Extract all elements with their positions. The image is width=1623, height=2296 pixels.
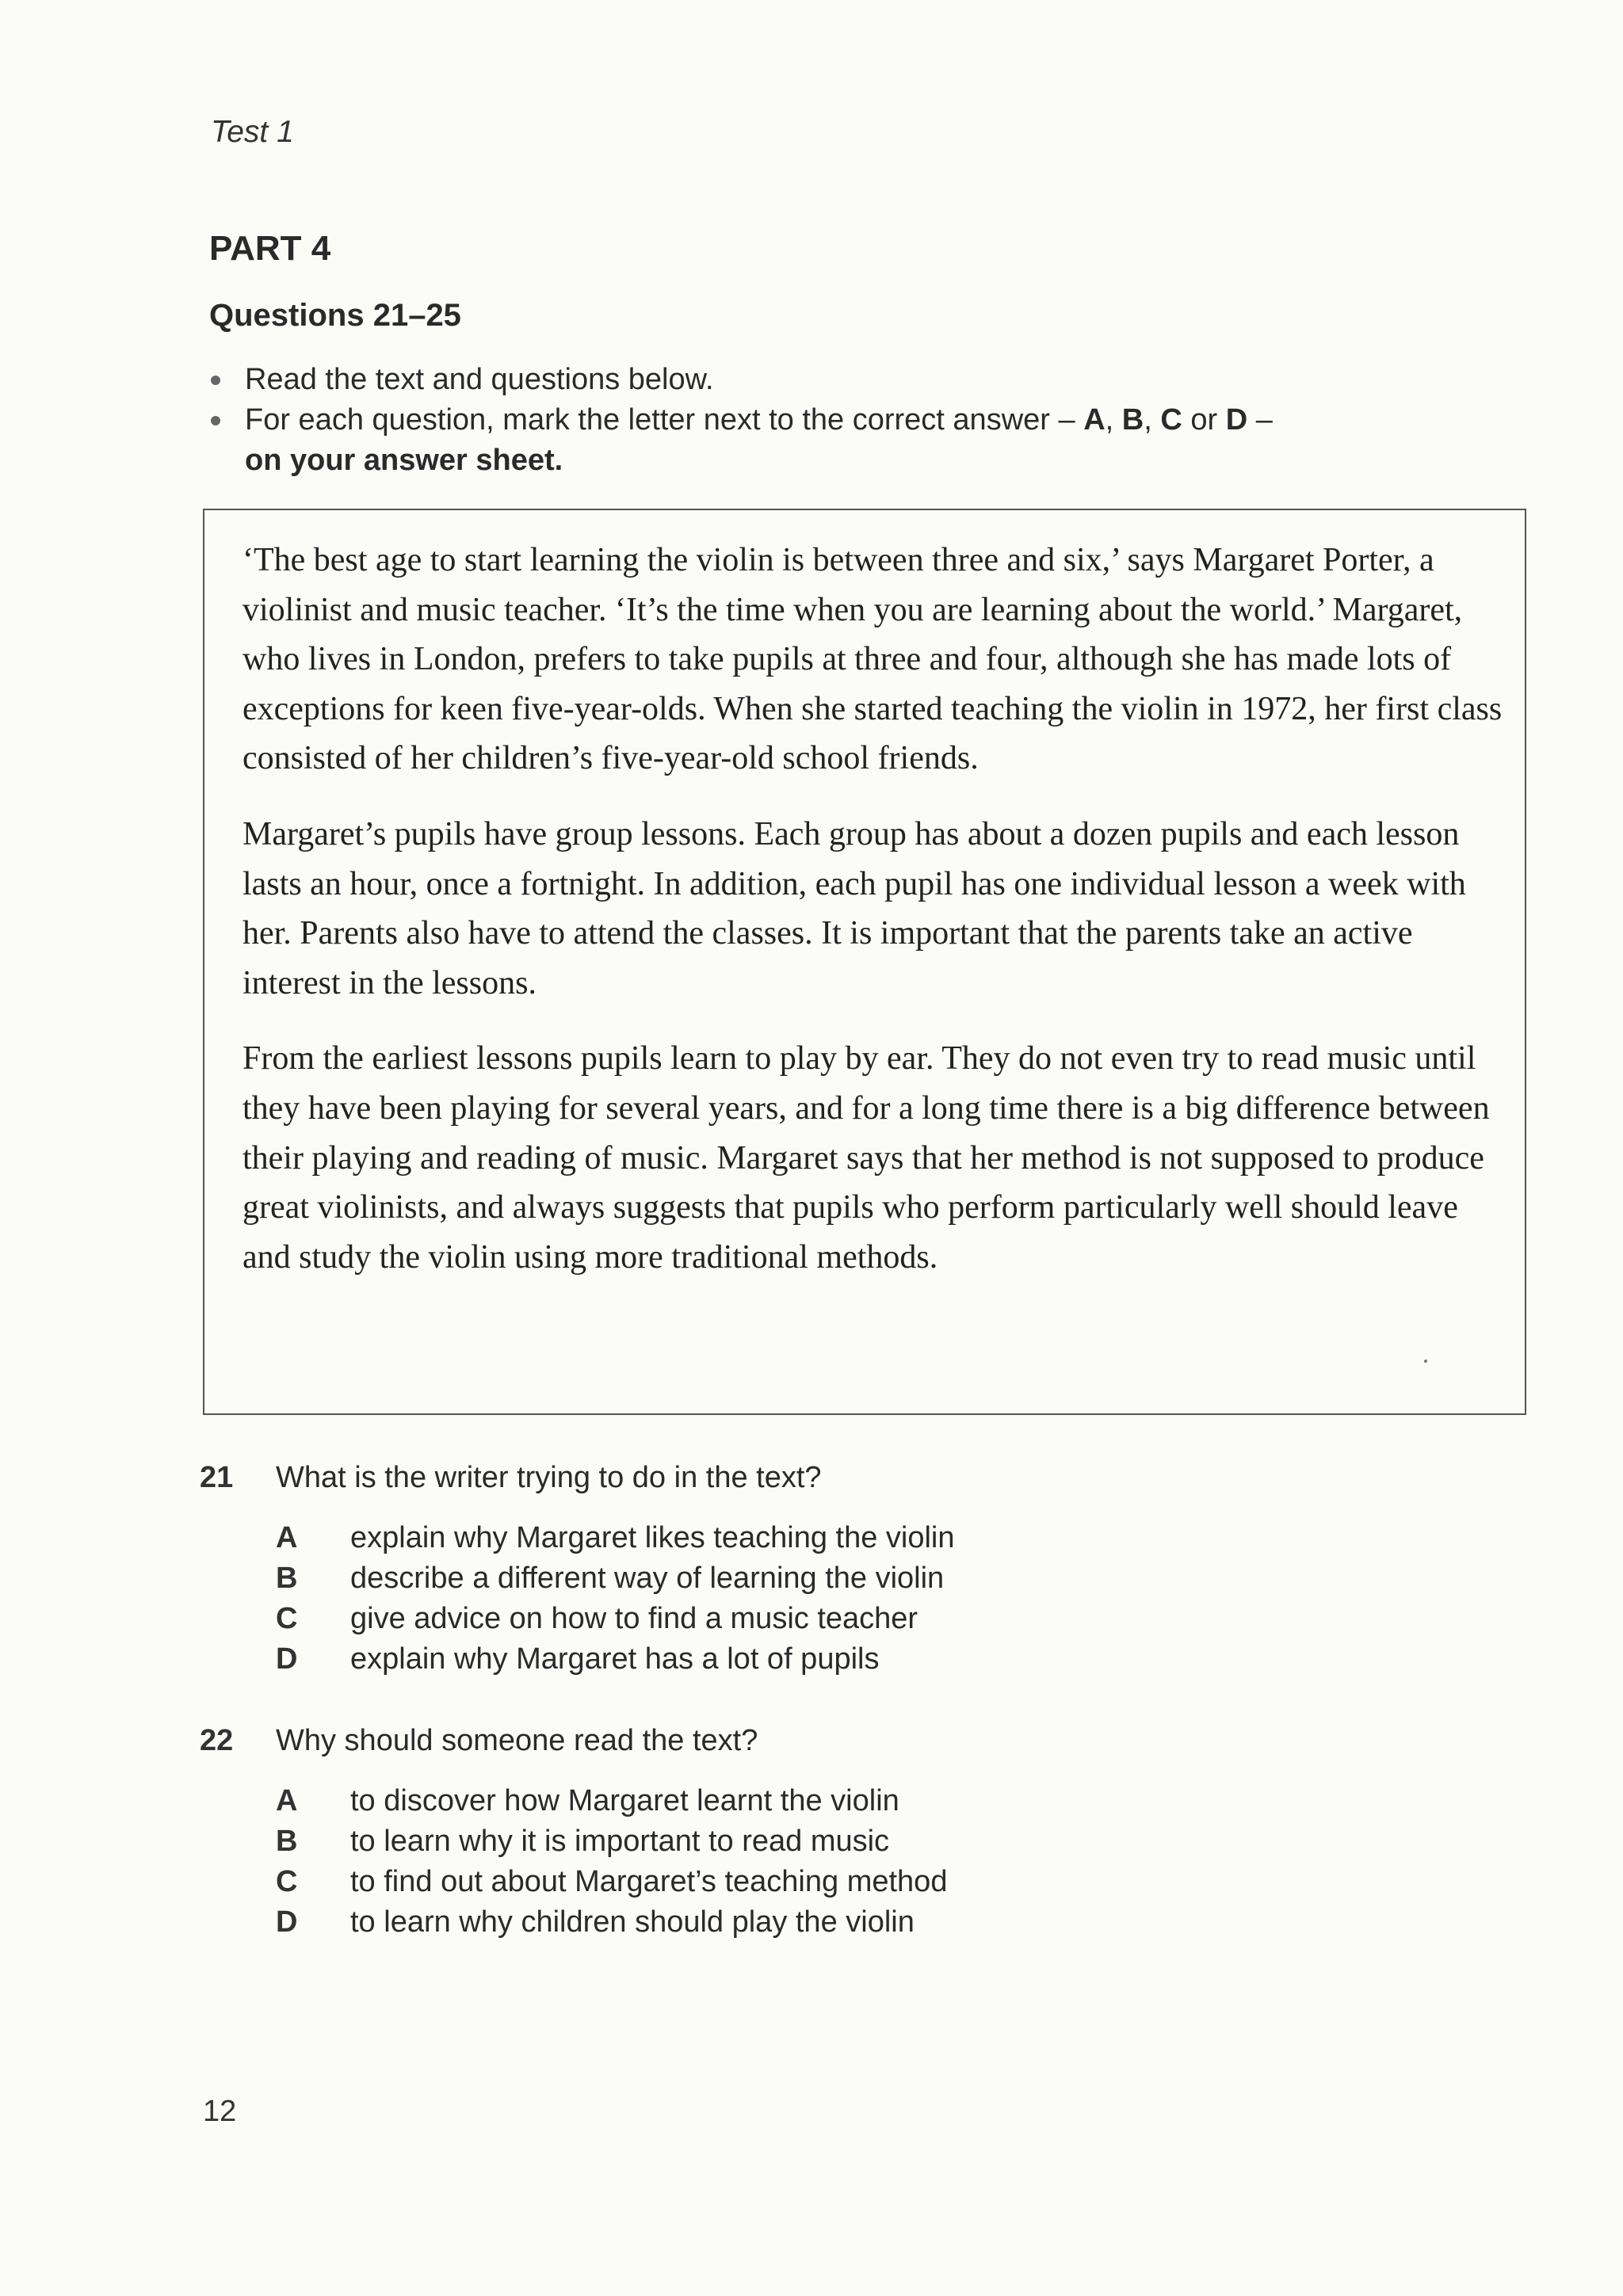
instruction-text: For each question, mark the letter next to the correct answer – [245, 403, 1084, 437]
answer-option[interactable] [200, 1825, 1388, 1865]
instruction-emphasis: on your answer sheet. [245, 444, 563, 477]
question-number: 22 [200, 1724, 234, 1757]
option-letter: A [276, 1784, 298, 1817]
separator: – [1247, 403, 1273, 437]
question-stem [200, 1724, 1388, 1772]
option-letter: D [276, 1642, 298, 1676]
option-text: to find out about Margaret’s teaching method [350, 1865, 948, 1898]
option-letter: B [276, 1562, 298, 1595]
reading-passage [242, 536, 1503, 1308]
option-text: explain why Margaret likes teaching the violin [350, 1521, 955, 1554]
separator: , [1105, 403, 1122, 437]
bullet-icon [211, 416, 220, 425]
passage-paragraph: ‘The best age to start learning the violin is between three and six,’ says Margaret Porter, a violinist and music teacher. ‘It’s the time when you are learning about the world.’ Margaret, who lives in London, prefers to take pupils at three and four, although she has made lots of exceptions for keen five-year-olds. When she started teaching the violin in 1972, her first class consisted of her children’s five-year-old school friends. [242, 542, 1503, 777]
answer-letter: D [1225, 403, 1248, 437]
instructions-list [208, 360, 1396, 481]
answer-option[interactable] [200, 1865, 1388, 1905]
answer-option[interactable] [200, 1642, 1388, 1683]
answer-options [200, 1521, 1388, 1683]
option-letter: C [276, 1865, 298, 1898]
option-letter: A [276, 1521, 298, 1554]
question-text: Why should someone read the text? [276, 1724, 758, 1757]
question-stem [200, 1461, 1388, 1508]
option-text: give advice on how to find a music teacher [350, 1602, 918, 1635]
answer-letter: A [1083, 403, 1106, 437]
answer-option[interactable] [200, 1905, 1388, 1946]
answer-option[interactable] [200, 1602, 1388, 1642]
instruction-item [208, 360, 1396, 400]
answer-letter: B [1121, 403, 1144, 437]
option-text: explain why Margaret has a lot of pupils [350, 1642, 880, 1676]
separator: , [1144, 403, 1161, 437]
option-text: to learn why children should play the violin [350, 1905, 915, 1939]
bullet-icon [211, 376, 220, 385]
running-head: Test 1 [211, 115, 294, 149]
question-text: What is the writer trying to do in the text? [276, 1461, 822, 1494]
page-number: 12 [203, 2095, 237, 2128]
option-text: describe a different way of learning the violin [350, 1562, 945, 1595]
instruction-text: Read the text and questions below. [245, 363, 714, 396]
separator: or [1182, 403, 1226, 437]
scan-speck [1424, 1360, 1427, 1363]
answer-option[interactable] [200, 1521, 1388, 1562]
passage-paragraph: From the earliest lessons pupils learn to play by ear. They do not even try to read music until they have been playing for several years, and for a long time there is a big difference between their playing and reading of music. Margaret says that her method is not supposed to produce great violinists, and always suggests that pupils who perform particularly well should leave and study the violin using more traditional methods. [242, 1040, 1490, 1276]
passage-paragraph: Margaret’s pupils have group lessons. Each group has about a dozen pupils and each lesson lasts an hour, once a fortnight. In addition, each pupil has one individual lesson a week with her. Parents also have to attend the classes. It is important that the parents take an active interest in the lessons. [242, 815, 1466, 1001]
option-letter: B [276, 1825, 298, 1858]
question-22 [200, 1724, 1388, 1946]
question-21 [200, 1461, 1388, 1683]
questions-range-heading: Questions 21–25 [209, 298, 461, 333]
option-text: to discover how Margaret learnt the violin [350, 1784, 899, 1817]
instruction-item [208, 400, 1396, 481]
answer-option[interactable] [200, 1784, 1388, 1825]
answer-option[interactable] [200, 1562, 1388, 1602]
option-letter: D [276, 1905, 298, 1939]
answer-options [200, 1784, 1388, 1946]
question-number: 21 [200, 1461, 234, 1494]
option-letter: C [276, 1602, 298, 1635]
part-title: PART 4 [209, 229, 331, 268]
option-text: to learn why it is important to read music [350, 1825, 890, 1858]
answer-letter: C [1160, 403, 1182, 437]
